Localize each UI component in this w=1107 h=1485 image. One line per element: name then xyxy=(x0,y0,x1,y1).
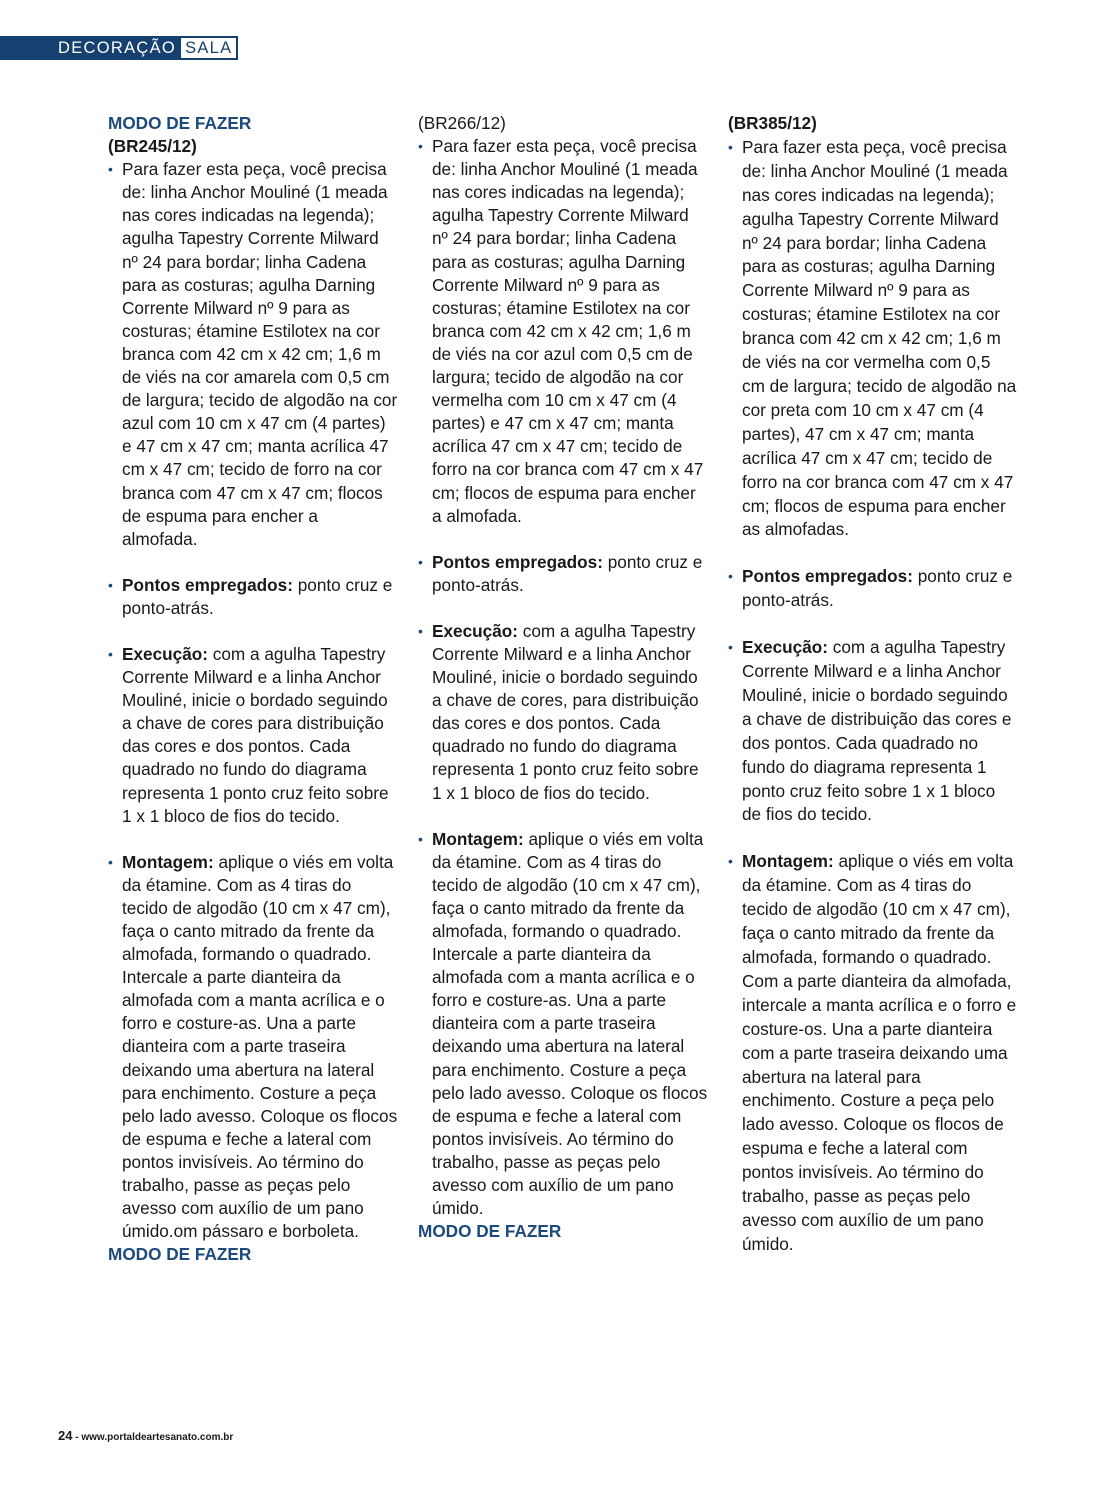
bullet-icon: • xyxy=(108,645,113,662)
bullet-icon: • xyxy=(728,568,733,585)
pontos-item xyxy=(728,565,1018,613)
pattern-code: (BR245/12) xyxy=(108,136,197,157)
execucao-label: Execução: xyxy=(742,637,828,658)
column-3 xyxy=(728,112,1018,1257)
execucao-text: com a agulha Tapestry Corrente Milward e a linha Anchor Mouliné, inicie o bordado seguindo a chave de cores para distribuição das cores e dos pontos. Cada quadrado no fundo do diagrama representa 1 ponto cruz feito sobre 1 x 1 bloco de fios do tecido. xyxy=(122,643,389,826)
execucao-label: Execução: xyxy=(432,620,518,641)
montagem-label: Montagem: xyxy=(742,851,834,872)
execucao-item xyxy=(728,636,1018,827)
materials-item xyxy=(418,135,708,528)
pontos-item xyxy=(418,551,708,597)
execucao-item xyxy=(418,620,708,805)
section-header xyxy=(0,36,238,60)
page-number: 24 xyxy=(58,1428,73,1443)
footer-separator: - xyxy=(72,1432,82,1443)
execucao-text: com a agulha Tapestry Corrente Milward e a linha Anchor Mouliné, inicie o bordado seguindo a chave de cores, para distribuição das cores e dos pontos. Cada quadrado no fundo do diagrama representa 1 ponto cruz feito sobre 1 x 1 bloco de fios do tecido. xyxy=(432,620,699,803)
bullet-icon: • xyxy=(728,853,733,870)
site-link[interactable]: www.portaldeartesanato.com.br xyxy=(81,1432,234,1443)
bullet-icon: • xyxy=(418,138,423,155)
pontos-label: Pontos empregados: xyxy=(742,566,913,587)
bullet-icon: • xyxy=(108,576,113,593)
montagem-item xyxy=(108,851,398,1244)
materials-item xyxy=(728,136,1018,542)
montagem-label: Montagem: xyxy=(432,828,524,849)
bullet-icon: • xyxy=(108,853,113,870)
section-label: DECORAÇÃO xyxy=(0,36,179,60)
montagem-text: aplique o viés em volta da étamine. Com as 4 tiras do tecido de algodão (10 cm x 47 cm), faça o canto mitrado da frente da almofada, formando o quadrado. Intercale a parte dianteira da almofada com a manta acrílica e o forro e costure-as. Una a parte dianteira com a parte traseira deixando uma abertura na lateral para enchimento. Costure a peça pelo lado avesso. Coloque os flocos de espuma e feche a lateral com pontos invisíveis. Ao término do trabalho, passe as peças pelo avesso com auxílio de um pano úmido. xyxy=(432,828,708,1219)
bullet-icon: • xyxy=(108,161,113,178)
pontos-label: Pontos empregados: xyxy=(432,551,603,572)
pontos-label: Pontos empregados: xyxy=(122,574,293,595)
pattern-code: (BR266/12) xyxy=(418,113,506,133)
bullet-icon: • xyxy=(418,622,423,639)
pontos-text: ponto cruz e ponto-atrás. xyxy=(432,551,703,595)
pontos-text: ponto cruz e ponto-atrás. xyxy=(742,566,1013,611)
closing-heading: MODO DE FAZER xyxy=(108,1244,252,1265)
materials-text: Para fazer esta peça, você precisa de: linha Anchor Mouliné (1 meada nas cores indicadas na legenda); agulha Tapestry Corrente Milward nº 24 para bordar; linha Cadena para as costuras; agulha Darning Corrente Milward nº 9 para as costuras; étamine Estilotex na cor branca com 42 cm x 42 cm; 1,6 m de viés na cor vermelha com 0,5 cm de largura; tecido de algodão na cor preta com 10 cm x 47 cm (4 partes), 47 cm x 47 cm; manta acrílica 47 cm x 47 cm; tecido de forro na cor branca com 47 cm x 47 cm; flocos de espuma para encher as almofadas. xyxy=(742,136,1017,540)
closing-heading: MODO DE FAZER xyxy=(418,1221,562,1242)
bullet-icon: • xyxy=(418,830,423,847)
column-2 xyxy=(418,112,708,1243)
bullet-icon: • xyxy=(728,639,733,656)
materials-text: Para fazer esta peça, você precisa de: linha Anchor Mouliné (1 meada nas cores indicadas na legenda); agulha Tapestry Corrente Milward nº 24 para bordar; linha Cadena para as costuras; agulha Darning Corrente Milward nº 9 para as costuras; étamine Estilotex na cor branca com 42 cm x 42 cm; 1,6 m de viés na cor amarela com 0,5 cm de largura; tecido de algodão na cor azul com 10 cm x 47 cm (4 partes) e 47 cm x 47 cm; manta acrílica 47 cm x 47 cm; tecido de forro na cor branca com 47 cm x 47 cm; flocos de espuma para encher a almofada. xyxy=(122,159,398,549)
execucao-label: Execução: xyxy=(122,643,208,664)
bullet-icon: • xyxy=(418,553,423,570)
montagem-item xyxy=(418,828,708,1221)
column-heading: MODO DE FAZER xyxy=(108,113,252,133)
column-1 xyxy=(108,112,398,1266)
montagem-label: Montagem: xyxy=(122,851,214,872)
pontos-item xyxy=(108,574,398,620)
bullet-icon: • xyxy=(728,138,733,155)
materials-text: Para fazer esta peça, você precisa de: linha Anchor Mouliné (1 meada nas cores indicadas na legenda); agulha Tapestry Corrente Milward nº 24 para bordar; linha Cadena para as costuras; agulha Darning Corrente Milward nº 9 para as costuras; étamine Estilotex na cor branca com 42 cm x 42 cm; 1,6 m de viés na cor azul com 0,5 cm de largura; tecido de algodão na cor vermelha com 10 cm x 47 cm (4 partes) e 47 cm x 47 cm; manta acrílica 47 cm x 47 cm; tecido de forro na cor branca com 47 cm x 47 cm; flocos de espuma para encher a almofada. xyxy=(432,136,704,526)
pontos-text: ponto cruz e ponto-atrás. xyxy=(122,574,393,618)
pattern-code: (BR385/12) xyxy=(728,113,817,133)
montagem-item xyxy=(728,850,1018,1256)
execucao-item xyxy=(108,643,398,828)
materials-item xyxy=(108,158,398,551)
execucao-text: com a agulha Tapestry Corrente Milward e a linha Anchor Mouliné, inicie o bordado seguindo a chave de distribuição das cores e dos pontos. Cada quadrado no fundo do diagrama representa 1 ponto cruz feito sobre 1 x 1 bloco de fios do tecido. xyxy=(742,637,1012,825)
montagem-text: aplique o viés em volta da étamine. Com as 4 tiras do tecido de algodão (10 cm x 47 cm), faça o canto mitrado da frente da almofada, formando o quadrado. Intercale a parte dianteira da almofada com a manta acrílica e o forro e costure-as. Una a parte dianteira com a parte traseira deixando uma abertura na lateral para enchimento. Costure a peça pelo lado avesso. Coloque os flocos de espuma e feche a lateral com pontos invisíveis. Ao término do trabalho, passe as peças pelo avesso com auxílio de um pano úmido.om pássaro e borboleta. xyxy=(122,851,398,1242)
page-footer xyxy=(58,1428,233,1443)
montagem-text: aplique o viés em volta da étamine. Com as 4 tiras do tecido de algodão (10 cm x 47 cm), faça o canto mitrado da frente da almofada, formando o quadrado. Com a parte dianteira da almofada, intercale a manta acrílica e o forro e costure-os. Una a parte dianteira com a parte traseira deixando uma abertura na lateral para enchimento. Costure a peça pelo lado avesso. Coloque os flocos de espuma e feche a lateral com pontos invisíveis. Ao término do trabalho, passe as peças pelo avesso com auxílio de um pano úmido. xyxy=(742,851,1017,1254)
subsection-label: SALA xyxy=(179,36,238,60)
